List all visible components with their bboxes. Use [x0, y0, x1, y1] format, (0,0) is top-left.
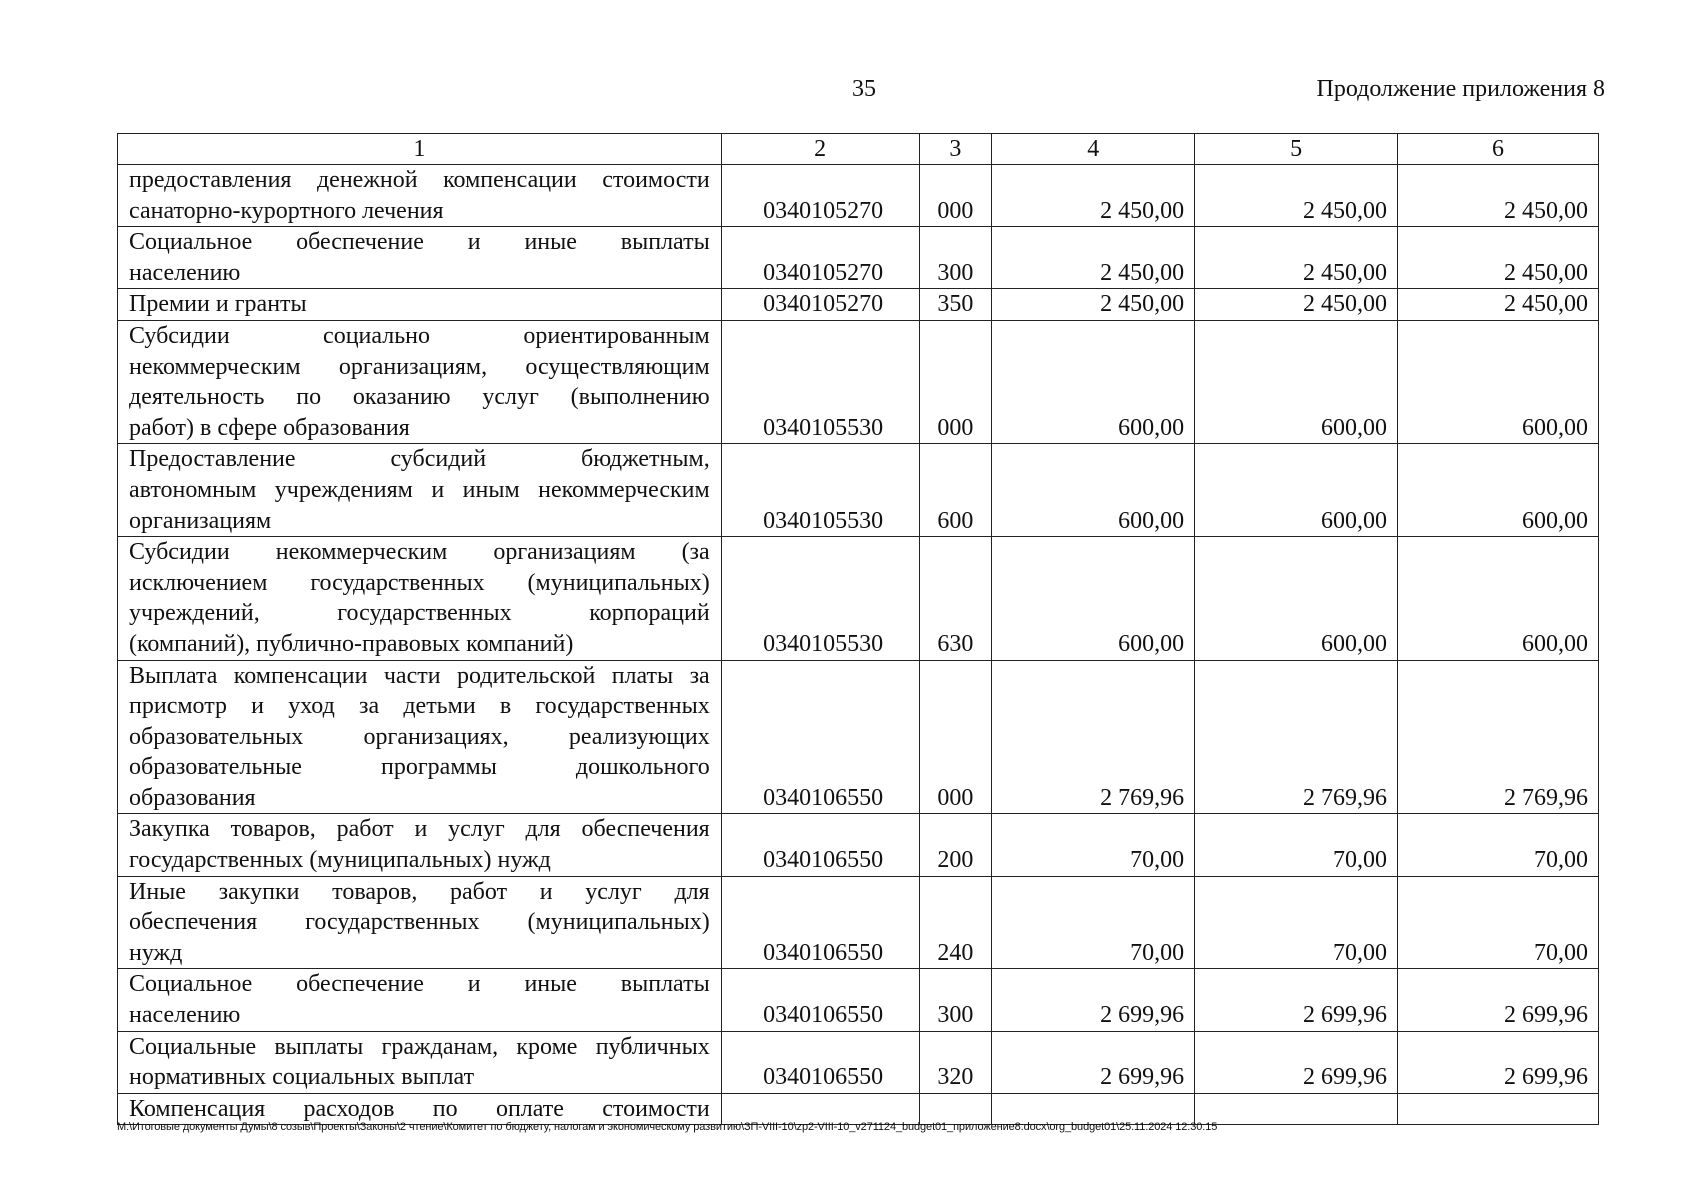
amount-col5: 600,00	[1195, 320, 1398, 443]
amount-col5: 2 450,00	[1195, 165, 1398, 227]
expense-type-code: 600	[919, 444, 992, 537]
description-line: нужд	[129, 939, 183, 966]
column-header: 2	[721, 134, 919, 165]
expense-type-code: 240	[919, 876, 992, 969]
amount-col6: 70,00	[1398, 876, 1599, 969]
description-line: населению	[129, 1002, 241, 1029]
column-header: 6	[1398, 134, 1599, 165]
row-description	[118, 320, 722, 443]
target-article-code: 0340105270	[721, 289, 919, 321]
footer-file-path: М:\Итоговые документы Думы\8 созыв\Проекты\Законы\2 чтение\Комитет по бюджету, налогам и экономическому развитию\ЗП-VIII-10\zp2-VIII-10_v271124_budget01_приложение8.docx\org_budget01\25.11.2024 12:30:15	[117, 1121, 1218, 1133]
description-line: Субсидии некоммерческим организациям (за	[129, 539, 710, 566]
description-line: Компенсация расходов по оплате стоимости	[129, 1095, 710, 1122]
description-line: Закупка товаров, работ и услуг для обеспечения	[129, 816, 710, 843]
column-header: 4	[992, 134, 1195, 165]
amount-col4: 600,00	[992, 444, 1195, 537]
expense-type-code: 300	[919, 227, 992, 289]
target-article-code: 0340105530	[721, 320, 919, 443]
row-description	[118, 444, 722, 537]
row-description	[118, 876, 722, 969]
target-article-code: 0340105530	[721, 537, 919, 660]
amount-col5: 600,00	[1195, 444, 1398, 537]
column-header: 1	[118, 134, 722, 165]
amount-col6: 600,00	[1398, 320, 1599, 443]
amount-col6: 2 450,00	[1398, 289, 1599, 321]
table-row	[118, 320, 1599, 443]
amount-col5: 600,00	[1195, 537, 1398, 660]
amount-col6: 2 699,96	[1398, 1031, 1599, 1093]
expense-type-code: 200	[919, 814, 992, 876]
amount-col4: 2 450,00	[992, 165, 1195, 227]
description-line: автономным учреждениям и иным некоммерческим	[129, 476, 710, 503]
row-description	[118, 1031, 722, 1093]
amount-col6: 2 699,96	[1398, 969, 1599, 1031]
amount-col5: 2 699,96	[1195, 1031, 1398, 1093]
description-line: образовательных организациях, реализующих	[129, 723, 710, 750]
amount-col6	[1398, 1093, 1599, 1125]
expense-type-code: 000	[919, 320, 992, 443]
description-line: исключением государственных (муниципальных)	[129, 569, 710, 596]
description-line: Социальные выплаты гражданам, кроме публичных	[129, 1033, 710, 1060]
amount-col6: 600,00	[1398, 537, 1599, 660]
table-row	[118, 537, 1599, 660]
description-line: деятельность по оказанию услуг (выполнению	[129, 384, 710, 411]
amount-col4: 600,00	[992, 320, 1195, 443]
table-row	[118, 444, 1599, 537]
description-line: Социальное обеспечение и иные выплаты	[129, 229, 710, 256]
table-row	[118, 165, 1599, 227]
description-line: населению	[129, 259, 241, 286]
amount-col6: 70,00	[1398, 814, 1599, 876]
table-row	[118, 969, 1599, 1031]
expense-type-code: 350	[919, 289, 992, 321]
amount-col4: 2 699,96	[992, 969, 1195, 1031]
expense-type-code: 000	[919, 165, 992, 227]
expense-type-code: 320	[919, 1031, 992, 1093]
target-article-code: 0340106550	[721, 814, 919, 876]
description-line: Социальное обеспечение и иные выплаты	[129, 971, 710, 998]
target-article-code: 0340106550	[721, 1031, 919, 1093]
amount-col6: 2 769,96	[1398, 660, 1599, 814]
table-row	[118, 1031, 1599, 1093]
column-header: 3	[919, 134, 992, 165]
target-article-code: 0340105270	[721, 227, 919, 289]
table-row	[118, 876, 1599, 969]
description-line: образовательные программы дошкольного	[129, 754, 710, 781]
amount-col5	[1195, 1093, 1398, 1125]
amount-col5: 70,00	[1195, 814, 1398, 876]
row-description	[118, 165, 722, 227]
description-line: Иные закупки товаров, работ и услуг для	[129, 878, 710, 905]
row-description	[118, 814, 722, 876]
column-header: 5	[1195, 134, 1398, 165]
table-header	[118, 134, 1599, 165]
amount-col5: 2 450,00	[1195, 227, 1398, 289]
amount-col4: 70,00	[992, 876, 1195, 969]
description-line: присмотр и уход за детьми в государственных	[129, 693, 710, 720]
table-row	[118, 814, 1599, 876]
table-body	[118, 165, 1599, 1125]
appendix-caption: Продолжение приложения 8	[1316, 76, 1605, 102]
page-number: 35	[852, 76, 876, 102]
amount-col5: 2 769,96	[1195, 660, 1398, 814]
description-line: некоммерческим организациям, осуществляющим	[129, 353, 710, 380]
row-description	[118, 537, 722, 660]
amount-col5: 2 450,00	[1195, 289, 1398, 321]
target-article-code: 0340105270	[721, 165, 919, 227]
row-description	[118, 227, 722, 289]
target-article-code: 0340106550	[721, 660, 919, 814]
table-row	[118, 289, 1599, 321]
target-article-code: 0340105530	[721, 444, 919, 537]
amount-col4: 2 699,96	[992, 1031, 1195, 1093]
description-line: обеспечения государственных (муниципальных)	[129, 909, 710, 936]
row-description	[118, 969, 722, 1031]
target-article-code: 0340106550	[721, 969, 919, 1031]
description-line: учреждений, государственных корпораций	[129, 600, 710, 627]
description-line: Предоставление субсидий бюджетным,	[129, 446, 710, 473]
description-line: государственных (муниципальных) нужд	[129, 847, 551, 874]
row-description	[118, 289, 722, 321]
description-line: нормативных социальных выплат	[129, 1064, 475, 1091]
table-row	[118, 227, 1599, 289]
amount-col6: 2 450,00	[1398, 227, 1599, 289]
amount-col4: 2 769,96	[992, 660, 1195, 814]
description-line: предоставления денежной компенсации стоимости	[129, 167, 710, 193]
expense-type-code: 300	[919, 969, 992, 1031]
amount-col4: 2 450,00	[992, 227, 1195, 289]
amount-col6: 2 450,00	[1398, 165, 1599, 227]
description-line: санаторно-курортного лечения	[129, 197, 444, 224]
amount-col4: 2 450,00	[992, 289, 1195, 321]
budget-table	[117, 133, 1599, 1125]
row-description	[118, 660, 722, 814]
description-line: (компаний), публично-правовых компаний)	[129, 630, 574, 657]
amount-col5: 70,00	[1195, 876, 1398, 969]
expense-type-code: 000	[919, 660, 992, 814]
target-article-code: 0340106550	[721, 876, 919, 969]
description-line: Выплата компенсации части родительской платы за	[129, 662, 710, 689]
column-number-row	[118, 134, 1599, 165]
description-line: работ) в сфере образования	[129, 414, 410, 441]
amount-col5: 2 699,96	[1195, 969, 1398, 1031]
expense-type-code: 630	[919, 537, 992, 660]
description-line: организациям	[129, 507, 272, 534]
amount-col4: 70,00	[992, 814, 1195, 876]
description-line: образования	[129, 784, 256, 811]
description-line: Премии и гранты	[129, 291, 307, 318]
amount-col4: 600,00	[992, 537, 1195, 660]
amount-col6: 600,00	[1398, 444, 1599, 537]
description-line: Субсидии социально ориентированным	[129, 322, 710, 349]
table-row	[118, 660, 1599, 814]
